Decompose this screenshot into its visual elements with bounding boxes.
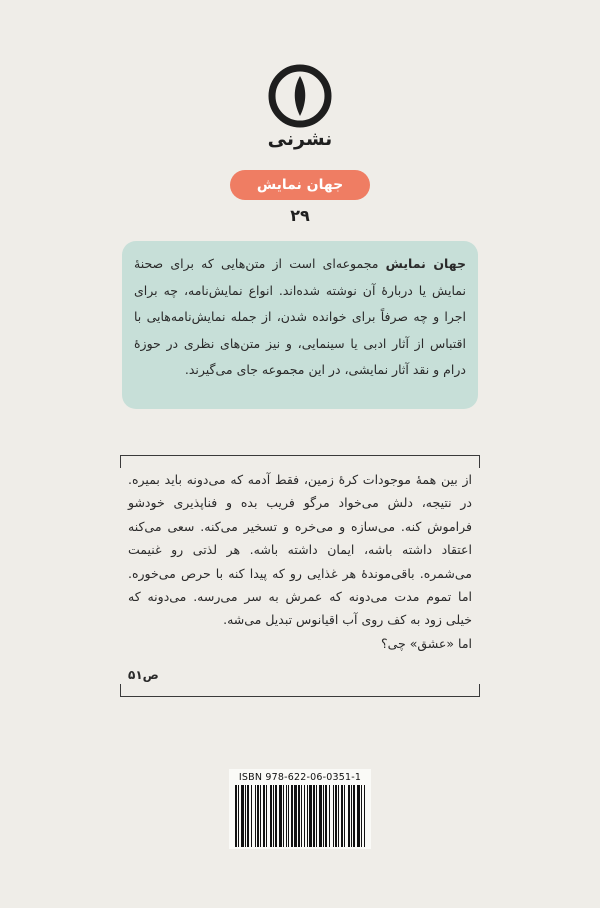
series-description-body: مجموعه‌ای است از متن‌هایی که برای صحنهٔ نمایش یا دربارهٔ آن نوشته شده‌اند. انواع نمایش‌نامه، چه برای اجرا و چه صرفاً برای خوانده شدن، از جمله نمایش‌نامه‌هایی با اقتباس از آثار ادبی یا سینمایی، و نیز متن‌های نظری در حوزهٔ درام و نقد آثار نمایشی، در این مجموعه جای می‌گیرند. [134, 256, 466, 377]
series-name-badge: جهان نمایش [230, 170, 370, 200]
excerpt-paragraph: از بین همهٔ موجودات کرهٔ زمین، فقط آدمه که می‌دونه باید بمیره. در نتیجه، دلش می‌خواد مرگو فریب بده و فناپذیری خودشو فراموش کنه. می‌سازه و می‌خره و تسخیر می‌کنه. سعی می‌کنه اعتقاد داشته باشه، ایمان داشته باشه. هر لذتی رو غنیمت می‌شمره. باقی‌موندهٔ هر غذایی رو که پیدا کنه با حرص می‌خوره. اما تموم مدت می‌دونه که عمرش به سر می‌رسه. می‌دونه که خیلی زود به کف روی آب اقیانوس تبدیل می‌شه. [128, 472, 472, 628]
isbn-barcode [229, 769, 371, 849]
excerpt-last-line: اما «عشق» چی؟ [380, 635, 472, 651]
series-number: ۲۹ [290, 206, 310, 225]
publisher-name: نشرنی [267, 128, 333, 150]
barcode-bars [235, 785, 365, 847]
series-description [122, 241, 478, 409]
nashr-ney-logo-icon [266, 62, 334, 130]
isbn-text: ISBN 978-622-06-0351-1 [238, 772, 362, 783]
book-excerpt [128, 468, 472, 655]
series-description-lead: جهان نمایش [385, 256, 466, 271]
excerpt-page-reference: ص۵۱ [128, 668, 159, 682]
